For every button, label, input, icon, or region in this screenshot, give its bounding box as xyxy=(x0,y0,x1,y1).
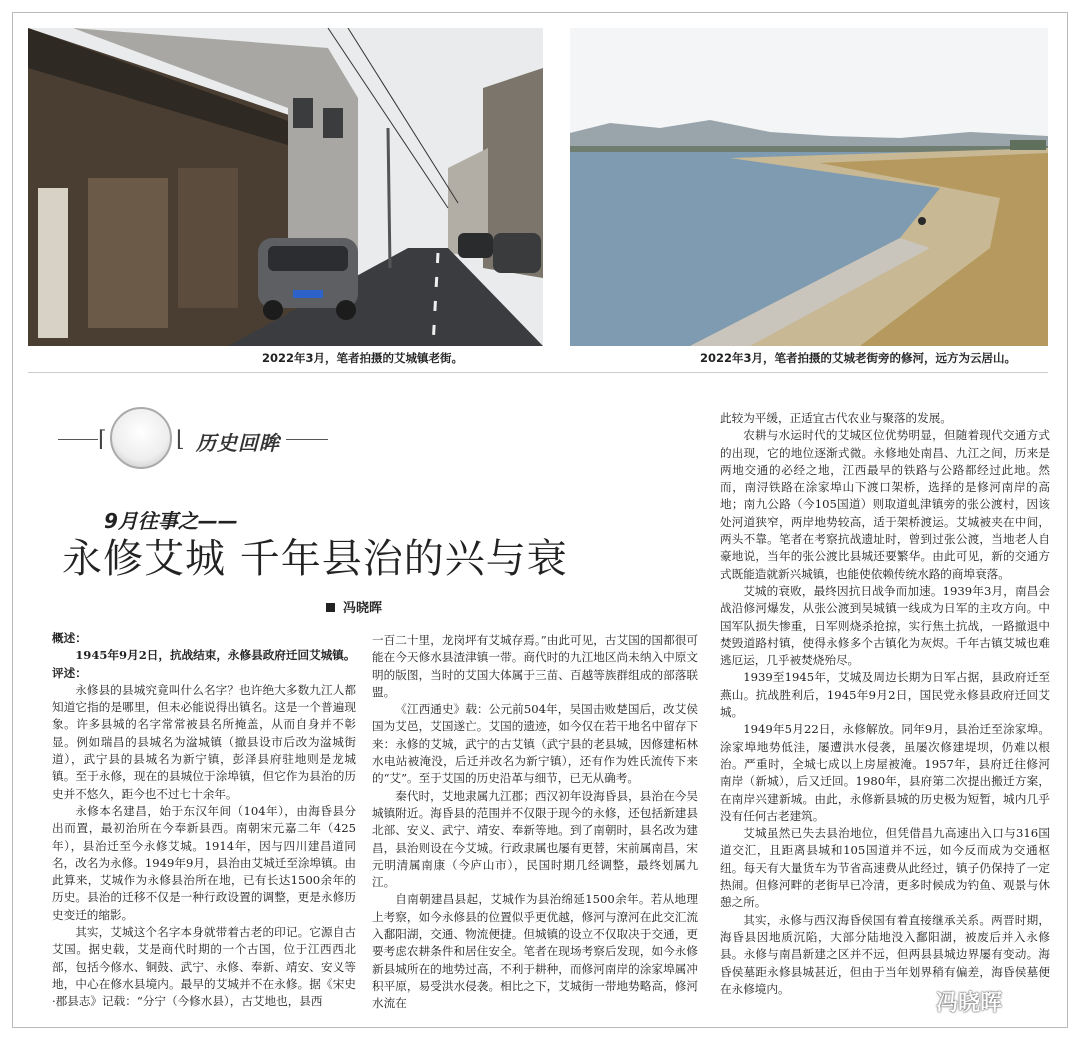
paragraph: 1949年5月22日，永修解放。同年9月，县治迁至涂家埠。涂家埠地势低洼，屡遭洪水侵袭，虽屡次修建堤坝，仍难以根治。严重时，全城七成以上房屋被淹。1957年，县府迁往修河南岸（新城），后又迁回。1980年，县府第二次提出搬迁方案，在南岸兴建新城。由此，永修新县城的历史极为短暂，城内几乎没有任何古老建筑。 xyxy=(720,722,1050,823)
photo-caption: 2022年3月，笔者拍摄的艾城镇老街。 xyxy=(262,351,464,365)
paragraph: 其实，永修与西汉海昏侯国有着直接继承关系。两晋时期，海昏县因地质沉陷，大部分陆地没入鄱阳湖，被废后并入永修县。永修与南昌新建之区并不远，但两县县城边界屡有变动。海昏侯墓距永修县城甚近，但由于当年划界稍有偏差，海昏侯墓便在永修境内。 xyxy=(720,912,1050,996)
paragraph: 永修县的县城究竟叫什么名字？也许绝大多数九江人都知道它指的是哪里，但未必能说得出镇名。这是一个普遍现象。许多县城的名字常常被县名所掩盖，从而自身并不彰显。例如瑞昌的县城名为湓城镇（撤县设市后改为湓城街道），武宁县的县城名为新宁镇，彭泽县府驻地则是龙城镇。至于永修，现在的县城位于涂埠镇，但它作为县治的历史并不悠久，距今也不过七十余年。 xyxy=(52,682,356,801)
paragraph: 艾城虽然已失去县治地位，但凭借昌九高速出入口与316国道交汇，且距离县城和105国道并不远，如今反而成为交通枢纽。每天有大量货车为节省高速费从此经过，镇子仍保持了一定热闹。但修河畔的老街早已冷清，更多时候成为钓鱼、观景与休憩之所。 xyxy=(720,826,1050,910)
paragraph: 自南朝建昌县起，艾城作为县治绵延1500余年。若从地理上考察，如今永修县的位置似乎更优越，修河与潦河在此交汇流入鄱阳湖，交通、物流便捷。但城镇的设立不仅取决于交通，更要考虑农耕条件和居住安全。笔者在现场考察后发现，如今永修新县城所在的地势过高，不利于耕种，而修河南岸的涂家埠属冲积平原，易受洪水侵袭。相比之下，艾城街一带地势略高，修河水流在 xyxy=(372,892,698,1011)
overview-label: 概述： xyxy=(52,631,87,645)
overview-text: 1945年9月2日，抗战结束，永修县政府迁回艾城镇。 xyxy=(75,648,356,663)
author-name: 冯晓晖 xyxy=(343,601,383,616)
column-name: 历史回眸 xyxy=(196,431,280,455)
section-divider xyxy=(28,372,1048,373)
article-column-3 xyxy=(720,410,1050,1026)
paragraph: 农耕与水运时代的艾城区位优势明显，但随着现代交通方式的出现，它的地位逐渐式微。永修地处南昌、九江之间，历来是两地交通的必经之地，江西最早的铁路与公路都经过此地。然而，南浔铁路在涂家埠山下渡口架桥，选择的是修河南岸的高地；南九公路（今105国道）则取道虬津镇旁的张公渡村，因该处河道狭窄，两岸地势较高，适于架桥渡运。艾城被夹在中间，两头不靠。笔者在考察抗战遗址时，曾到过张公渡，当地老人自豪地说，当年的张公渡比县城还要繁华。由此可见，新的交通方式既能造就新兴城镇，也能使依赖传统水路的商埠衰落。 xyxy=(720,428,1050,581)
photo-caption: 2022年3月，笔者拍摄的艾城老街旁的修河，远方为云居山。 xyxy=(700,351,1017,365)
article-column-1 xyxy=(52,630,356,1026)
watermark: 冯晓晖 xyxy=(936,991,1003,1016)
byline xyxy=(326,597,382,616)
decor-line xyxy=(58,439,98,440)
bracket-icon: ⌊ xyxy=(176,427,185,452)
square-bullet-icon xyxy=(326,603,335,612)
paragraph: 一百二十里，龙岗坪有艾城存焉。”由此可见，古艾国的国都很可能在今天修水县渣津镇一带。商代时的九江地区尚未纳入中原文明的版图，当时的艾国大体属于三苗、百越等族群组成的部落联盟。 xyxy=(372,633,698,699)
column-logo xyxy=(58,405,328,475)
decor-line xyxy=(286,439,328,440)
paragraph: 《江西通史》载：公元前504年，吴国击败楚国后，改艾侯国为艾邑，艾国遂亡。艾国的遗迹，如今仅在若干地名中留存下来：永修的艾城，武宁的古艾镇（武宁县的老县城，因修建柘林水电站被淹没，后迁并改名为新宁镇），还有作为姓氏流传下来的“艾”。至于艾国的历史沿革与细节，已无从确考。 xyxy=(372,702,698,786)
paragraph: 此较为平缓，正适宜古代农业与聚落的发展。 xyxy=(720,411,952,425)
paragraph: 永修本名建昌，始于东汉年间（104年），由海昏县分出而置，最初治所在今奉新县西。南朝宋元嘉二年（425年），县治迁至今永修艾城。1914年，因与四川建昌道同名，改名为永修。1949年9月，县治由艾城迁至涂埠镇。由此算来，艾城作为永修县治所在地，已有长达1500余年的历史。县治的迁移不仅是一种行政设置的调整，更是永修历史变迁的缩影。 xyxy=(52,803,356,922)
series-title: 9月往事之—— xyxy=(104,509,238,533)
paragraph: 艾城的衰败，最终因抗日战争而加速。1939年3月，南昌会战沿修河爆发，从张公渡到吴城镇一线成为日军的主攻方向。中国军队损失惨重，日军则烧杀抢掠，实行焦土抗战，一路撤退中焚毁道路村镇，使得永修多个古镇化为灰烬。千年古镇艾城也难逃厄运，几乎被焚烧殆尽。 xyxy=(720,583,1050,668)
paragraph: 其实，艾城这个名字本身就带着古老的印记。它源自古艾国。据史载，艾是商代时期的一个古国，位于江西西北部，包括今修水、铜鼓、武宁、永修、奉新、靖安、安义等地，中心在修水县境内。最早的艾城并不在永修。据《宋史·郡县志》记载：“分宁（今修水县），古艾地也，县西 xyxy=(52,925,356,1009)
headline: 永修艾城 千年县治的兴与衰 xyxy=(62,536,568,582)
commentary-label: 评述： xyxy=(52,665,87,680)
landscape-medallion-icon xyxy=(110,407,172,469)
bracket-icon: ⌈ xyxy=(98,427,107,452)
street-scene xyxy=(28,28,543,346)
article-column-2 xyxy=(372,632,698,1026)
paragraph: 秦代时，艾地隶属九江郡；西汉初年设海昏县，县治在今吴城镇附近。海昏县的范围并不仅限于现今的永修，还包括新建县北部、安义、武宁、靖安、奉新等地。到了南朝时，县名改为建昌，县治则设在今艾城。行政隶属也屡有更替，宋前属南昌，宋元明清属南康（今庐山市），民国时期几经调整，最终划属九江。 xyxy=(372,788,698,890)
street-photo xyxy=(28,28,543,346)
paragraph: 1939至1945年，艾城及周边长期为日军占据，县政府迁至燕山。抗战胜利后，1945年9月2日，国民党永修县政府迁回艾城。 xyxy=(720,670,1050,720)
river-scene xyxy=(570,28,1048,346)
river-photo xyxy=(570,28,1048,346)
